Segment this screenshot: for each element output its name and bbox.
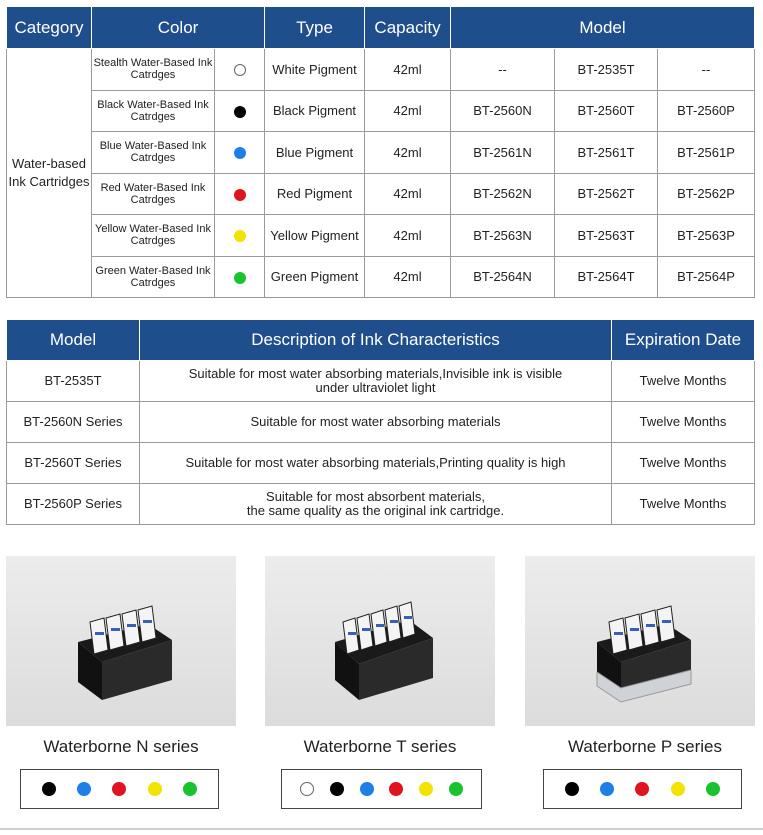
- model-t: BT-2535T: [555, 49, 658, 91]
- model-p: BT-2562P: [658, 173, 755, 215]
- ink-type: Yellow Pigment: [265, 215, 365, 257]
- expiration-cell: Twelve Months: [612, 443, 755, 484]
- table-row: [7, 361, 755, 402]
- color-swatch-cell: [215, 256, 265, 298]
- ink-name: Blue Water-Based Ink Catrdges: [92, 132, 215, 174]
- cartridge-set-icon: [587, 592, 699, 704]
- spec-header-row: [7, 7, 755, 49]
- description-cell: [140, 443, 612, 484]
- color-swatch-cell: [215, 173, 265, 215]
- color-swatch-cell: [215, 49, 265, 91]
- expiration-header: Expiration Date: [612, 320, 755, 361]
- description-cell: [140, 361, 612, 402]
- model-header: Model: [7, 320, 140, 361]
- model-t: BT-2564T: [555, 256, 658, 298]
- description-cell: [140, 484, 612, 525]
- model-cell: BT-2560N Series: [7, 402, 140, 443]
- model-cell: BT-2560P Series: [7, 484, 140, 525]
- color-dot-icon: [234, 64, 246, 76]
- description-line: Suitable for most water absorbing materials: [250, 414, 501, 429]
- blue-swatch-icon: [360, 782, 374, 796]
- yellow-swatch-icon: [148, 782, 162, 796]
- category-header: Category: [7, 7, 92, 49]
- ink-capacity: 42ml: [365, 215, 451, 257]
- model-p: BT-2561P: [658, 132, 755, 174]
- ink-name: Stealth Water-Based Ink Catrdges: [92, 49, 215, 91]
- description-line: under ultraviolet light: [315, 380, 436, 395]
- black-swatch-icon: [42, 782, 56, 796]
- model-n: BT-2564N: [451, 256, 555, 298]
- description-line: the same quality as the original ink cartridge.: [246, 503, 505, 518]
- bottom-divider: [0, 828, 763, 830]
- description-header: Description of Ink Characteristics: [140, 320, 612, 361]
- model-n: --: [451, 49, 555, 91]
- model-p: BT-2563P: [658, 215, 755, 257]
- yellow-swatch-icon: [419, 782, 433, 796]
- red-swatch-icon: [112, 782, 126, 796]
- color-swatch-cell: [215, 215, 265, 257]
- black-swatch-icon: [330, 782, 344, 796]
- color-dot-icon: [234, 272, 246, 284]
- category-cell: Water-based Ink Cartridges: [7, 49, 92, 298]
- ink-capacity: 42ml: [365, 132, 451, 174]
- model-t: BT-2562T: [555, 173, 658, 215]
- product-photo-p-series: [525, 556, 755, 726]
- ink-name: Green Water-Based Ink Catrdges: [92, 256, 215, 298]
- model-n: BT-2563N: [451, 215, 555, 257]
- series-title-t: Waterborne T series: [303, 737, 457, 756]
- table-row: [7, 443, 755, 484]
- model-p: BT-2564P: [658, 256, 755, 298]
- spec-table: [6, 6, 755, 298]
- green-swatch-icon: [706, 782, 720, 796]
- model-n: BT-2561N: [451, 132, 555, 174]
- blue-swatch-icon: [77, 782, 91, 796]
- color-swatch-cell: [215, 90, 265, 132]
- blue-swatch-icon: [600, 782, 614, 796]
- cartridge-set-icon: [68, 592, 180, 704]
- expiration-cell: Twelve Months: [612, 402, 755, 443]
- model-n: BT-2562N: [451, 173, 555, 215]
- description-table: [6, 319, 755, 525]
- red-swatch-icon: [389, 782, 403, 796]
- table-row: [7, 90, 755, 132]
- model-t: BT-2561T: [555, 132, 658, 174]
- color-swatch-box-t: [281, 769, 482, 809]
- red-swatch-icon: [635, 782, 649, 796]
- model-n: BT-2560N: [451, 90, 555, 132]
- description-header-row: [7, 320, 755, 361]
- color-header: Color: [92, 7, 265, 49]
- table-row: [7, 49, 755, 91]
- color-dot-icon: [234, 189, 246, 201]
- ink-capacity: 42ml: [365, 173, 451, 215]
- series-title-p: Waterborne P series: [567, 737, 722, 756]
- model-header: Model: [451, 7, 755, 49]
- ink-name: Black Water-Based Ink Catrdges: [92, 90, 215, 132]
- ink-type: White Pigment: [265, 49, 365, 91]
- green-swatch-icon: [449, 782, 463, 796]
- ink-type: Green Pigment: [265, 256, 365, 298]
- model-t: BT-2563T: [555, 215, 658, 257]
- expiration-cell: Twelve Months: [612, 484, 755, 525]
- yellow-swatch-icon: [671, 782, 685, 796]
- model-p: --: [658, 49, 755, 91]
- color-dot-icon: [234, 230, 246, 242]
- model-t: BT-2560T: [555, 90, 658, 132]
- black-swatch-icon: [565, 782, 579, 796]
- ink-capacity: 42ml: [365, 49, 451, 91]
- series-title-n: Waterborne N series: [43, 737, 199, 756]
- table-row: [7, 132, 755, 174]
- color-swatch-box-p: [543, 769, 742, 809]
- color-swatch-box-n: [20, 769, 219, 809]
- table-row: [7, 256, 755, 298]
- product-photo-t-series: [265, 556, 495, 726]
- ink-type: Black Pigment: [265, 90, 365, 132]
- description-cell: [140, 402, 612, 443]
- table-row: [7, 484, 755, 525]
- ink-type: Blue Pigment: [265, 132, 365, 174]
- model-cell: BT-2560T Series: [7, 443, 140, 484]
- ink-capacity: 42ml: [365, 256, 451, 298]
- description-line: Suitable for most absorbent materials,: [266, 489, 485, 504]
- type-header: Type: [265, 7, 365, 49]
- table-row: [7, 173, 755, 215]
- color-swatch-cell: [215, 132, 265, 174]
- description-line: Suitable for most water absorbing materials,Invisible ink is visible: [188, 366, 563, 381]
- ink-capacity: 42ml: [365, 90, 451, 132]
- description-line: Suitable for most water absorbing materials,Printing quality is high: [185, 455, 566, 470]
- green-swatch-icon: [183, 782, 197, 796]
- table-row: [7, 402, 755, 443]
- ink-type: Red Pigment: [265, 173, 365, 215]
- ink-name: Red Water-Based Ink Catrdges: [92, 173, 215, 215]
- expiration-cell: Twelve Months: [612, 361, 755, 402]
- white-swatch-icon: [300, 782, 314, 796]
- capacity-header: Capacity: [365, 7, 451, 49]
- cartridge-set-icon: [327, 592, 439, 704]
- product-photo-n-series: [6, 556, 236, 726]
- color-dot-icon: [234, 106, 246, 118]
- model-p: BT-2560P: [658, 90, 755, 132]
- color-dot-icon: [234, 147, 246, 159]
- table-row: [7, 215, 755, 257]
- ink-name: Yellow Water-Based Ink Catrdges: [92, 215, 215, 257]
- model-cell: BT-2535T: [7, 361, 140, 402]
